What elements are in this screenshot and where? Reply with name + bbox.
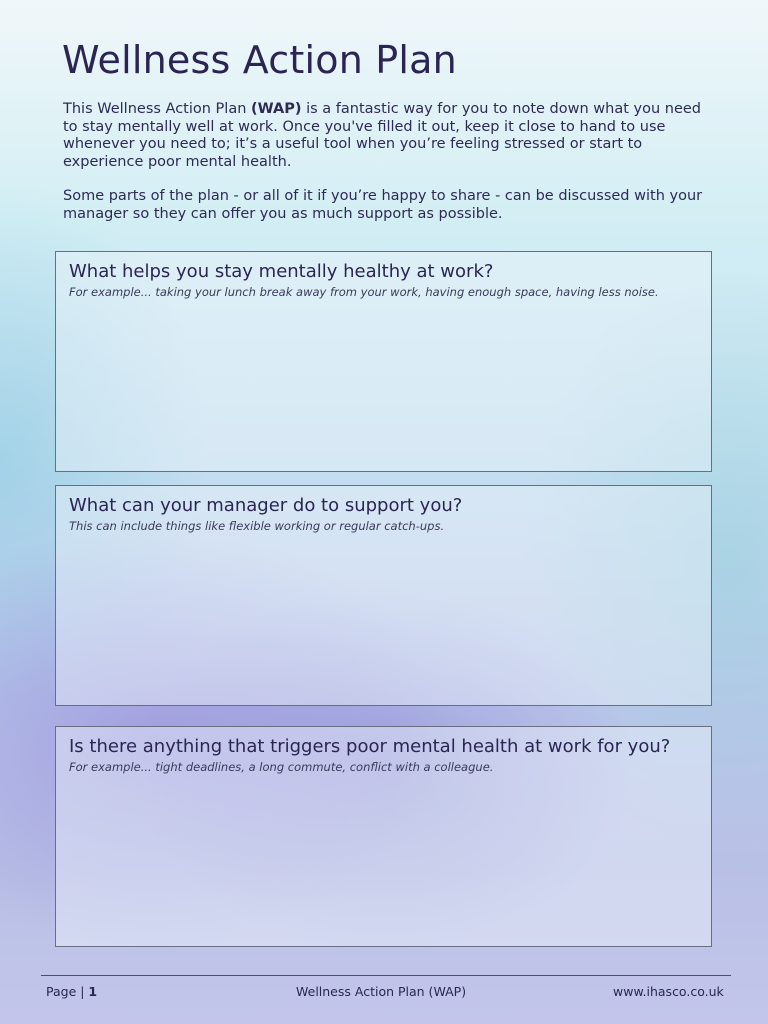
section-hint: For example... tight deadlines, a long commute, conflict with a colleague. <box>69 760 494 774</box>
answer-area[interactable] <box>56 803 711 946</box>
intro-text <box>63 101 703 240</box>
section-hint: For example... taking your lunch break away from your work, having enough space, having less noise. <box>69 285 659 299</box>
section-box-triggers <box>55 726 712 947</box>
footer-page <box>46 984 97 999</box>
section-box-healthy-at-work <box>55 251 712 472</box>
answer-area[interactable] <box>56 304 711 471</box>
footer-website: www.ihasco.co.uk <box>613 984 724 999</box>
section-hint: This can include things like flexible working or regular catch-ups. <box>69 519 445 533</box>
section-question: What helps you stay mentally healthy at work? <box>69 261 494 282</box>
section-question: What can your manager do to support you? <box>69 495 463 516</box>
intro-paragraph-1 <box>63 101 703 171</box>
footer-page-number: 1 <box>88 984 98 999</box>
footer-divider <box>41 975 731 976</box>
section-question: Is there anything that triggers poor mental health at work for you? <box>69 736 671 757</box>
section-box-manager-support <box>55 485 712 706</box>
footer-document-name: Wellness Action Plan (WAP) <box>296 984 467 999</box>
intro-paragraph-2: Some parts of the plan - or all of it if you’re happy to share - can be discussed with your manager so they can offer you as much support as possible. <box>63 188 703 222</box>
intro-p1-start: This Wellness Action Plan <box>63 101 252 117</box>
intro-p1-end: is a fantastic way for you to note down what you need to stay mentally well at work. Once you've filled it out, keep it close to hand to use whenever you need to; it’s a useful tool when you’re feeling stressed or start to experience poor mental health. <box>63 101 701 170</box>
footer-page-label: Page | <box>46 984 89 999</box>
page-title: Wellness Action Plan <box>62 38 457 82</box>
intro-p1-abbreviation: (WAP) <box>251 101 302 117</box>
answer-area[interactable] <box>56 538 711 705</box>
